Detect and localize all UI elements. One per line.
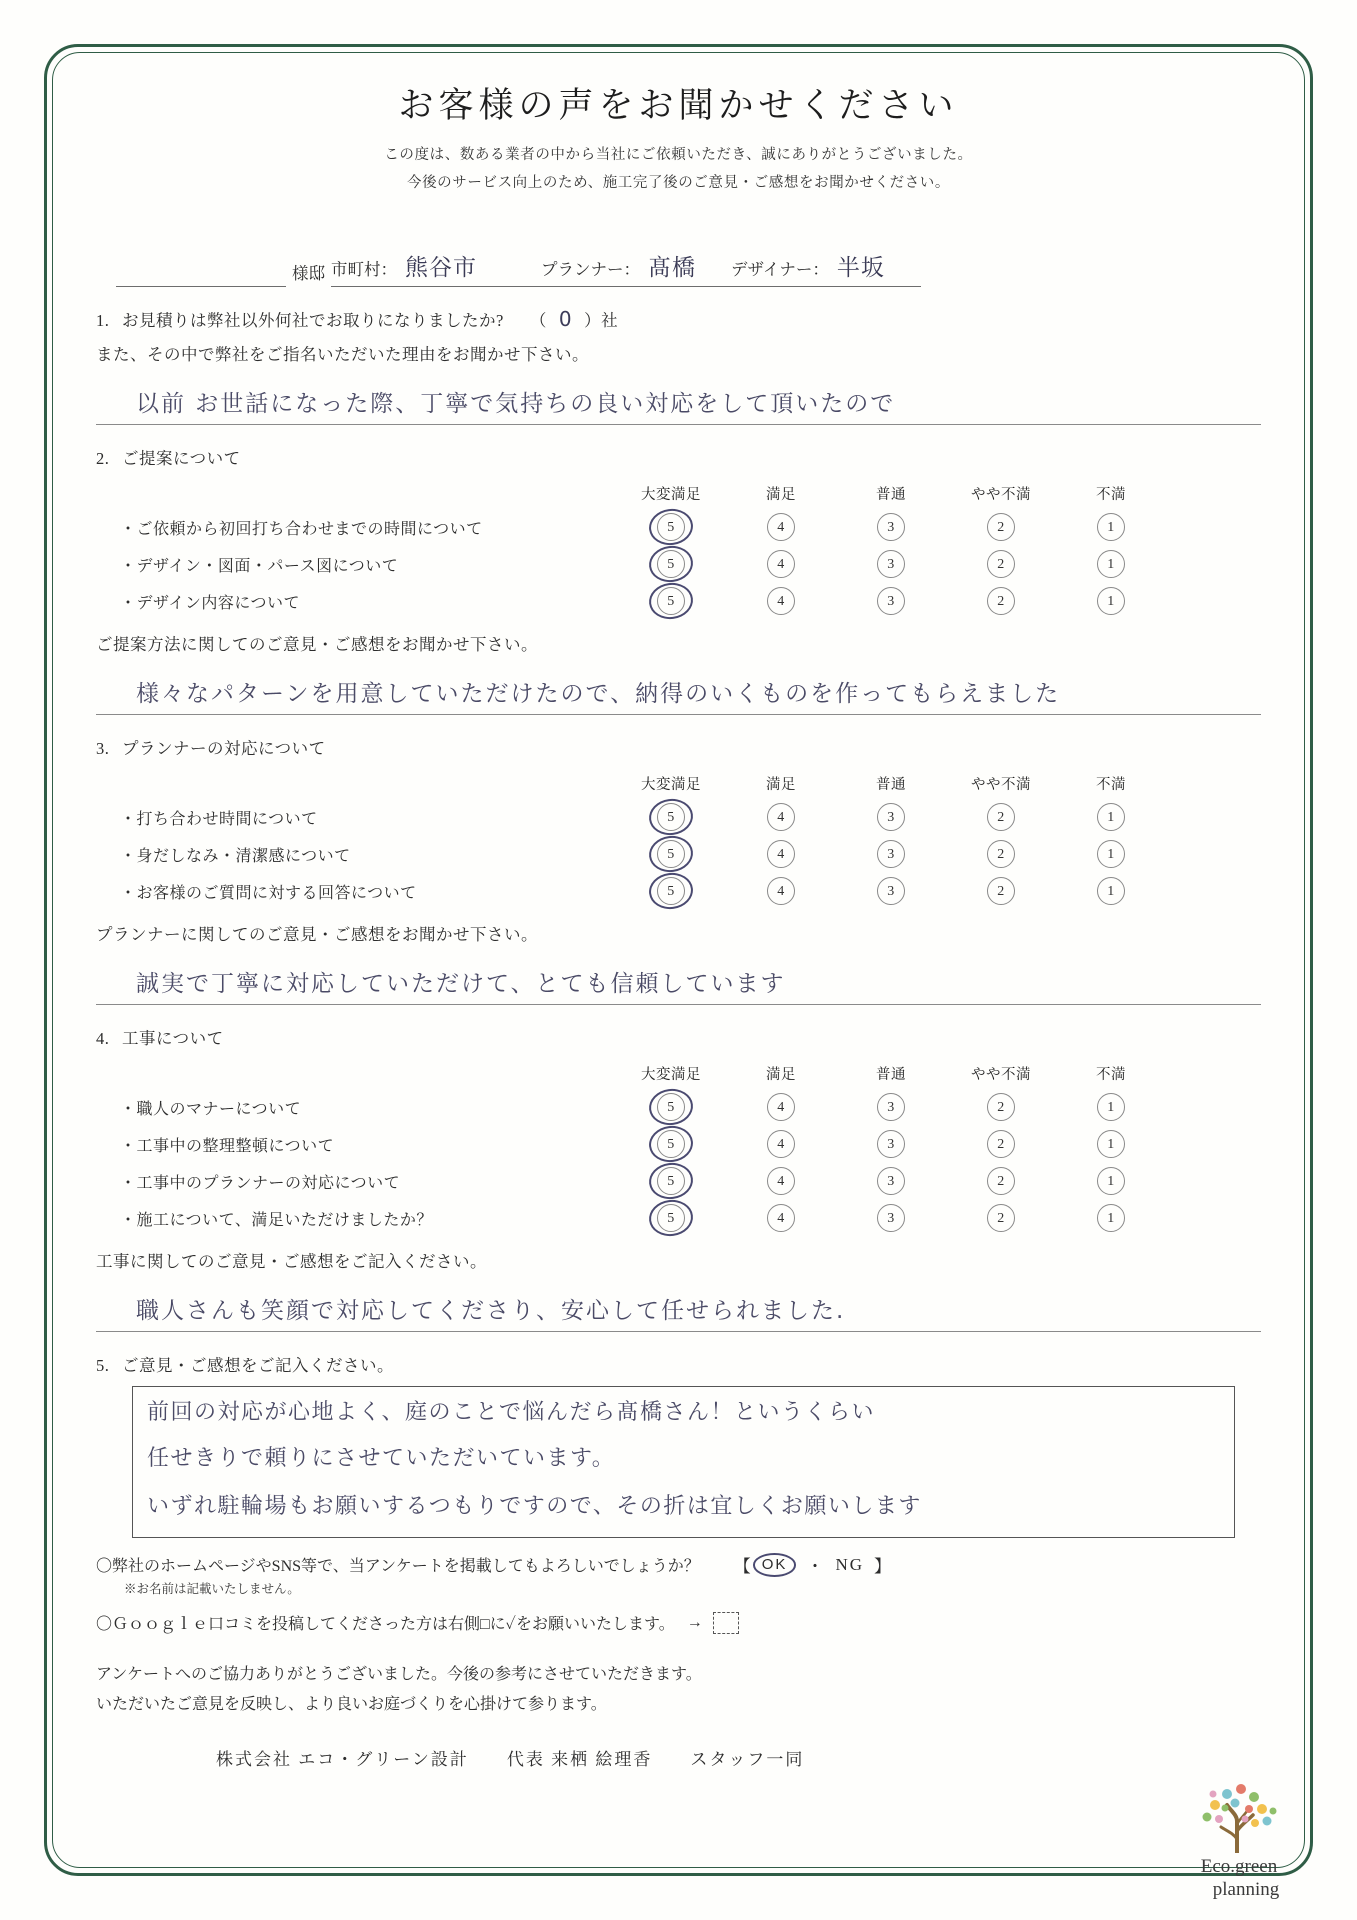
scale-header-4: 不満 bbox=[1096, 487, 1126, 504]
question-4-free-label: 工事に関してのご意見・ご感想をご記入ください。 bbox=[96, 1252, 487, 1272]
rating-option-2[interactable]: 2 bbox=[946, 877, 1056, 905]
footer-consent bbox=[96, 1552, 1261, 1770]
scale-header-3: やや不満 bbox=[971, 487, 1031, 504]
rating-option-5[interactable]: 5 bbox=[616, 1130, 726, 1158]
scale-header-0: 大変満足 bbox=[641, 777, 701, 794]
question-2 bbox=[96, 445, 1261, 715]
rating-option-4[interactable]: 4 bbox=[726, 840, 836, 868]
question-2-number: 2. bbox=[96, 449, 110, 469]
scale-header-2: 普通 bbox=[876, 777, 906, 794]
rating-option-3[interactable]: 3 bbox=[836, 1204, 946, 1232]
question-1-sub: また、その中で弊社をご指名いただいた理由をお聞かせ下さい。 bbox=[96, 345, 589, 365]
designer-label: デザイナー： bbox=[731, 260, 829, 280]
planner-label: プランナー： bbox=[541, 260, 640, 280]
company-count-value: 0 bbox=[558, 307, 573, 332]
rating-option-5[interactable]: 5 bbox=[616, 1093, 726, 1121]
table-row bbox=[96, 550, 1261, 578]
table-row bbox=[96, 587, 1261, 615]
table-row bbox=[96, 877, 1261, 905]
question-5-answer-line2: 任せきりで頼りにさせていただいています。 bbox=[147, 1446, 616, 1472]
question-5-answer-box[interactable] bbox=[132, 1386, 1235, 1538]
google-review-row bbox=[96, 1611, 1261, 1634]
paren-close: ）社 bbox=[584, 311, 619, 331]
rating-option-1[interactable]: 1 bbox=[1056, 1130, 1166, 1158]
logo-name-line1: Eco.green bbox=[1200, 1855, 1278, 1877]
paren-open: （ bbox=[529, 311, 547, 331]
rating-option-2[interactable]: 2 bbox=[946, 587, 1056, 615]
rating-option-1[interactable]: 1 bbox=[1056, 1204, 1166, 1232]
scale-header-3: やや不満 bbox=[971, 777, 1031, 794]
rating-label: ・工事中の整理整頓について bbox=[120, 1137, 335, 1155]
scale-header-2: 普通 bbox=[876, 1067, 906, 1084]
question-3-text: プランナーの対応について bbox=[122, 739, 326, 759]
rating-label: ・デザイン内容について bbox=[120, 594, 301, 612]
rating-option-3[interactable]: 3 bbox=[836, 877, 946, 905]
closing-message bbox=[96, 1660, 1261, 1721]
table-row bbox=[96, 1130, 1261, 1158]
rating-option-3[interactable]: 3 bbox=[836, 587, 946, 615]
rating-option-1[interactable]: 1 bbox=[1056, 1167, 1166, 1195]
table-row bbox=[96, 840, 1261, 868]
question-1-text: お見積りは弊社以外何社でお取りになりましたか? bbox=[122, 311, 504, 331]
question-1-answer: 以前 お世話になった際、丁寧で気持ちの良い対応をして頂いたので bbox=[136, 391, 896, 418]
scale-header-3: やや不満 bbox=[971, 1067, 1031, 1084]
question-4 bbox=[96, 1025, 1261, 1332]
rating-option-4[interactable]: 4 bbox=[726, 550, 836, 578]
company-signature: 株式会社 エコ・グリーン設計 代表 来栖 絵理香 スタッフ一同 bbox=[216, 1749, 805, 1769]
scale-header-1: 満足 bbox=[766, 777, 796, 794]
question-1 bbox=[96, 307, 1261, 425]
question-5-head bbox=[96, 1352, 1261, 1376]
designer-field[interactable] bbox=[731, 253, 921, 287]
question-2-answer: 様々なパターンを用意していただけたので、納得のいくものを作ってもらえました bbox=[136, 681, 1061, 708]
rating-option-3[interactable]: 3 bbox=[836, 1093, 946, 1121]
question-4-answer-line[interactable] bbox=[96, 1278, 1261, 1332]
rating-option-4[interactable]: 4 bbox=[726, 587, 836, 615]
rating-label: ・施工について、満足いただけましたか？ bbox=[120, 1211, 433, 1229]
scale-header-0: 大変満足 bbox=[641, 1067, 701, 1084]
rating-option-1[interactable]: 1 bbox=[1056, 803, 1166, 831]
rating-option-2[interactable]: 2 bbox=[946, 550, 1056, 578]
rating-option-4[interactable]: 4 bbox=[726, 1167, 836, 1195]
rating-option-2[interactable]: 2 bbox=[946, 1204, 1056, 1232]
rating-option-5[interactable]: 5 bbox=[616, 587, 726, 615]
planner-field[interactable] bbox=[541, 253, 731, 287]
logo-name-line2: planning bbox=[1212, 1879, 1280, 1901]
rating-option-1[interactable]: 1 bbox=[1056, 513, 1166, 541]
rating-option-2[interactable]: 2 bbox=[946, 1130, 1056, 1158]
rating-option-2[interactable]: 2 bbox=[946, 1167, 1056, 1195]
question-1-count[interactable] bbox=[530, 307, 618, 331]
question-2-free-label: ご提案方法に関してのご意見・ご感想をお聞かせ下さい。 bbox=[96, 635, 538, 655]
planner-value: 髙橋 bbox=[648, 255, 696, 282]
table-row bbox=[96, 803, 1261, 831]
question-3 bbox=[96, 735, 1261, 1005]
rating-option-4[interactable]: 4 bbox=[726, 1093, 836, 1121]
rating-label: ・ご依頼から初回打ち合わせまでの時間について bbox=[120, 520, 483, 538]
rating-option-2[interactable]: 2 bbox=[946, 513, 1056, 541]
consent-separator: ・ bbox=[806, 1557, 826, 1577]
google-review-question: 〇Ｇｏｏｇｌｅ口コミを投稿してくださった方は右側□に✓をお願いいたします。 bbox=[96, 1616, 675, 1634]
question-5-number: 5. bbox=[96, 1356, 110, 1376]
tree-icon bbox=[1149, 1761, 1329, 1853]
question-5-answer-line3: いずれ駐輪場もお願いするつもりですので、その折は宜しくお願いします bbox=[147, 1494, 922, 1520]
question-3-answer: 誠実で丁寧に対応していただけて、とても信頼しています bbox=[136, 971, 786, 998]
rating-option-3[interactable]: 3 bbox=[836, 1167, 946, 1195]
rating-option-4[interactable]: 4 bbox=[726, 803, 836, 831]
rating-label: ・打ち合わせ時間について bbox=[120, 810, 318, 828]
rating-option-1[interactable]: 1 bbox=[1056, 840, 1166, 868]
rating-option-3[interactable]: 3 bbox=[836, 840, 946, 868]
publish-consent-row bbox=[96, 1552, 1261, 1577]
consent-ok-option[interactable]: OK bbox=[753, 1553, 797, 1577]
rating-option-1[interactable]: 1 bbox=[1056, 877, 1166, 905]
publish-consent-question: 〇弊社のホームページやSNS等で、当アンケートを掲載してもよろしいでしょうか？ bbox=[96, 1558, 700, 1576]
header-subtitle bbox=[96, 142, 1261, 197]
question-2-scale-header bbox=[96, 483, 1261, 504]
city-value: 熊谷市 bbox=[405, 255, 477, 282]
question-4-text: 工事について bbox=[122, 1029, 224, 1049]
rating-option-2[interactable]: 2 bbox=[946, 840, 1056, 868]
question-2-head bbox=[96, 445, 1261, 469]
question-2-answer-line[interactable] bbox=[96, 661, 1261, 715]
city-field[interactable] bbox=[331, 253, 541, 287]
rating-label: ・デザイン・図面・パース図について bbox=[120, 557, 399, 575]
scale-header-2: 普通 bbox=[876, 487, 906, 504]
rating-option-5[interactable]: 5 bbox=[616, 1167, 726, 1195]
table-row bbox=[96, 1167, 1261, 1195]
rating-option-4[interactable]: 4 bbox=[726, 513, 836, 541]
publish-consent-note: ※お名前は記載いたしません。 bbox=[124, 1582, 300, 1597]
bracket-close: 】 bbox=[874, 1557, 894, 1577]
rating-option-5[interactable]: 5 bbox=[616, 550, 726, 578]
rating-option-3[interactable]: 3 bbox=[836, 1130, 946, 1158]
question-1-answer-line[interactable] bbox=[96, 371, 1261, 425]
scale-header-1: 満足 bbox=[766, 487, 796, 504]
rating-option-3[interactable]: 3 bbox=[836, 550, 946, 578]
document-content bbox=[96, 62, 1261, 1858]
scale-header-0: 大変満足 bbox=[641, 487, 701, 504]
rating-option-4[interactable]: 4 bbox=[726, 1130, 836, 1158]
page-title: お客様の声をお聞かせください bbox=[398, 86, 959, 126]
rating-option-1[interactable]: 1 bbox=[1056, 587, 1166, 615]
question-4-scale-header bbox=[96, 1063, 1261, 1084]
question-4-number: 4. bbox=[96, 1029, 110, 1049]
rating-label: ・工事中のプランナーの対応について bbox=[120, 1174, 401, 1192]
rating-label: ・職人のマナーについて bbox=[120, 1100, 302, 1118]
header-subtitle-line1: この度は、数ある業者の中から当社にご依頼いただき、誠にありがとうございました。 bbox=[384, 147, 973, 163]
designer-value: 半坂 bbox=[836, 255, 885, 282]
closing-line2: いただいたご意見を反映し、より良いお庭づくりを心掛けて参ります。 bbox=[96, 1696, 607, 1714]
customer-name-label: 様邸 bbox=[292, 264, 325, 284]
arrow-icon: → bbox=[686, 1613, 703, 1631]
rating-option-3[interactable]: 3 bbox=[836, 513, 946, 541]
scale-header-4: 不満 bbox=[1096, 777, 1126, 794]
rating-option-2[interactable]: 2 bbox=[946, 1093, 1056, 1121]
question-5 bbox=[96, 1352, 1261, 1538]
question-5-answer-line1: 前回の対応が心地よく、庭のことで悩んだら髙橋さん！というくらい bbox=[147, 1400, 876, 1426]
rating-option-4[interactable]: 4 bbox=[726, 877, 836, 905]
google-review-checkbox[interactable] bbox=[713, 1612, 739, 1634]
question-1-head bbox=[96, 307, 1261, 331]
table-row bbox=[96, 513, 1261, 541]
question-3-answer-line[interactable] bbox=[96, 951, 1261, 1005]
rating-option-3[interactable]: 3 bbox=[836, 803, 946, 831]
scale-header-1: 満足 bbox=[766, 1067, 796, 1084]
table-row bbox=[96, 1093, 1261, 1121]
rating-option-5[interactable]: 5 bbox=[616, 1204, 726, 1232]
rating-option-1[interactable]: 1 bbox=[1056, 550, 1166, 578]
client-info-row bbox=[96, 253, 1261, 287]
rating-option-5[interactable]: 5 bbox=[616, 840, 726, 868]
consent-ng-option[interactable]: NG bbox=[835, 1554, 865, 1574]
rating-option-5[interactable]: 5 bbox=[616, 877, 726, 905]
customer-name-field[interactable] bbox=[116, 253, 286, 287]
rating-option-5[interactable]: 5 bbox=[616, 513, 726, 541]
company-logo bbox=[1149, 1761, 1329, 1903]
rating-option-4[interactable]: 4 bbox=[726, 1204, 836, 1232]
question-5-text: ご意見・ご感想をご記入ください。 bbox=[122, 1356, 394, 1376]
bracket-open: 【 bbox=[733, 1557, 753, 1577]
table-row bbox=[96, 1204, 1261, 1232]
publish-consent-options bbox=[734, 1552, 893, 1577]
question-2-text: ご提案について bbox=[122, 449, 241, 469]
question-4-answer: 職人さんも笑顔で対応してくださり、安心して任せられました. bbox=[136, 1298, 846, 1325]
logo-text bbox=[1149, 1855, 1329, 1903]
header-subtitle-line2: 今後のサービス向上のため、施工完了後のご意見・ご感想をお聞かせください。 bbox=[406, 174, 951, 191]
question-4-head bbox=[96, 1025, 1261, 1049]
rating-option-1[interactable]: 1 bbox=[1056, 1093, 1166, 1121]
rating-option-2[interactable]: 2 bbox=[946, 803, 1056, 831]
question-3-free-label: プランナーに関してのご意見・ご感想をお聞かせ下さい。 bbox=[96, 925, 538, 945]
question-3-head bbox=[96, 735, 1261, 759]
rating-label: ・身だしなみ・清潔感について bbox=[120, 847, 351, 865]
question-3-number: 3. bbox=[96, 739, 110, 759]
city-label: 市町村： bbox=[331, 260, 397, 280]
closing-line1: アンケートへのご協力ありがとうございました。今後の参考にさせていただきます。 bbox=[96, 1666, 702, 1684]
rating-option-5[interactable]: 5 bbox=[616, 803, 726, 831]
question-1-number: 1. bbox=[96, 311, 110, 331]
scale-header-4: 不満 bbox=[1096, 1067, 1126, 1084]
rating-label: ・お客様のご質問に対する回答について bbox=[120, 884, 417, 902]
question-3-scale-header bbox=[96, 773, 1261, 794]
